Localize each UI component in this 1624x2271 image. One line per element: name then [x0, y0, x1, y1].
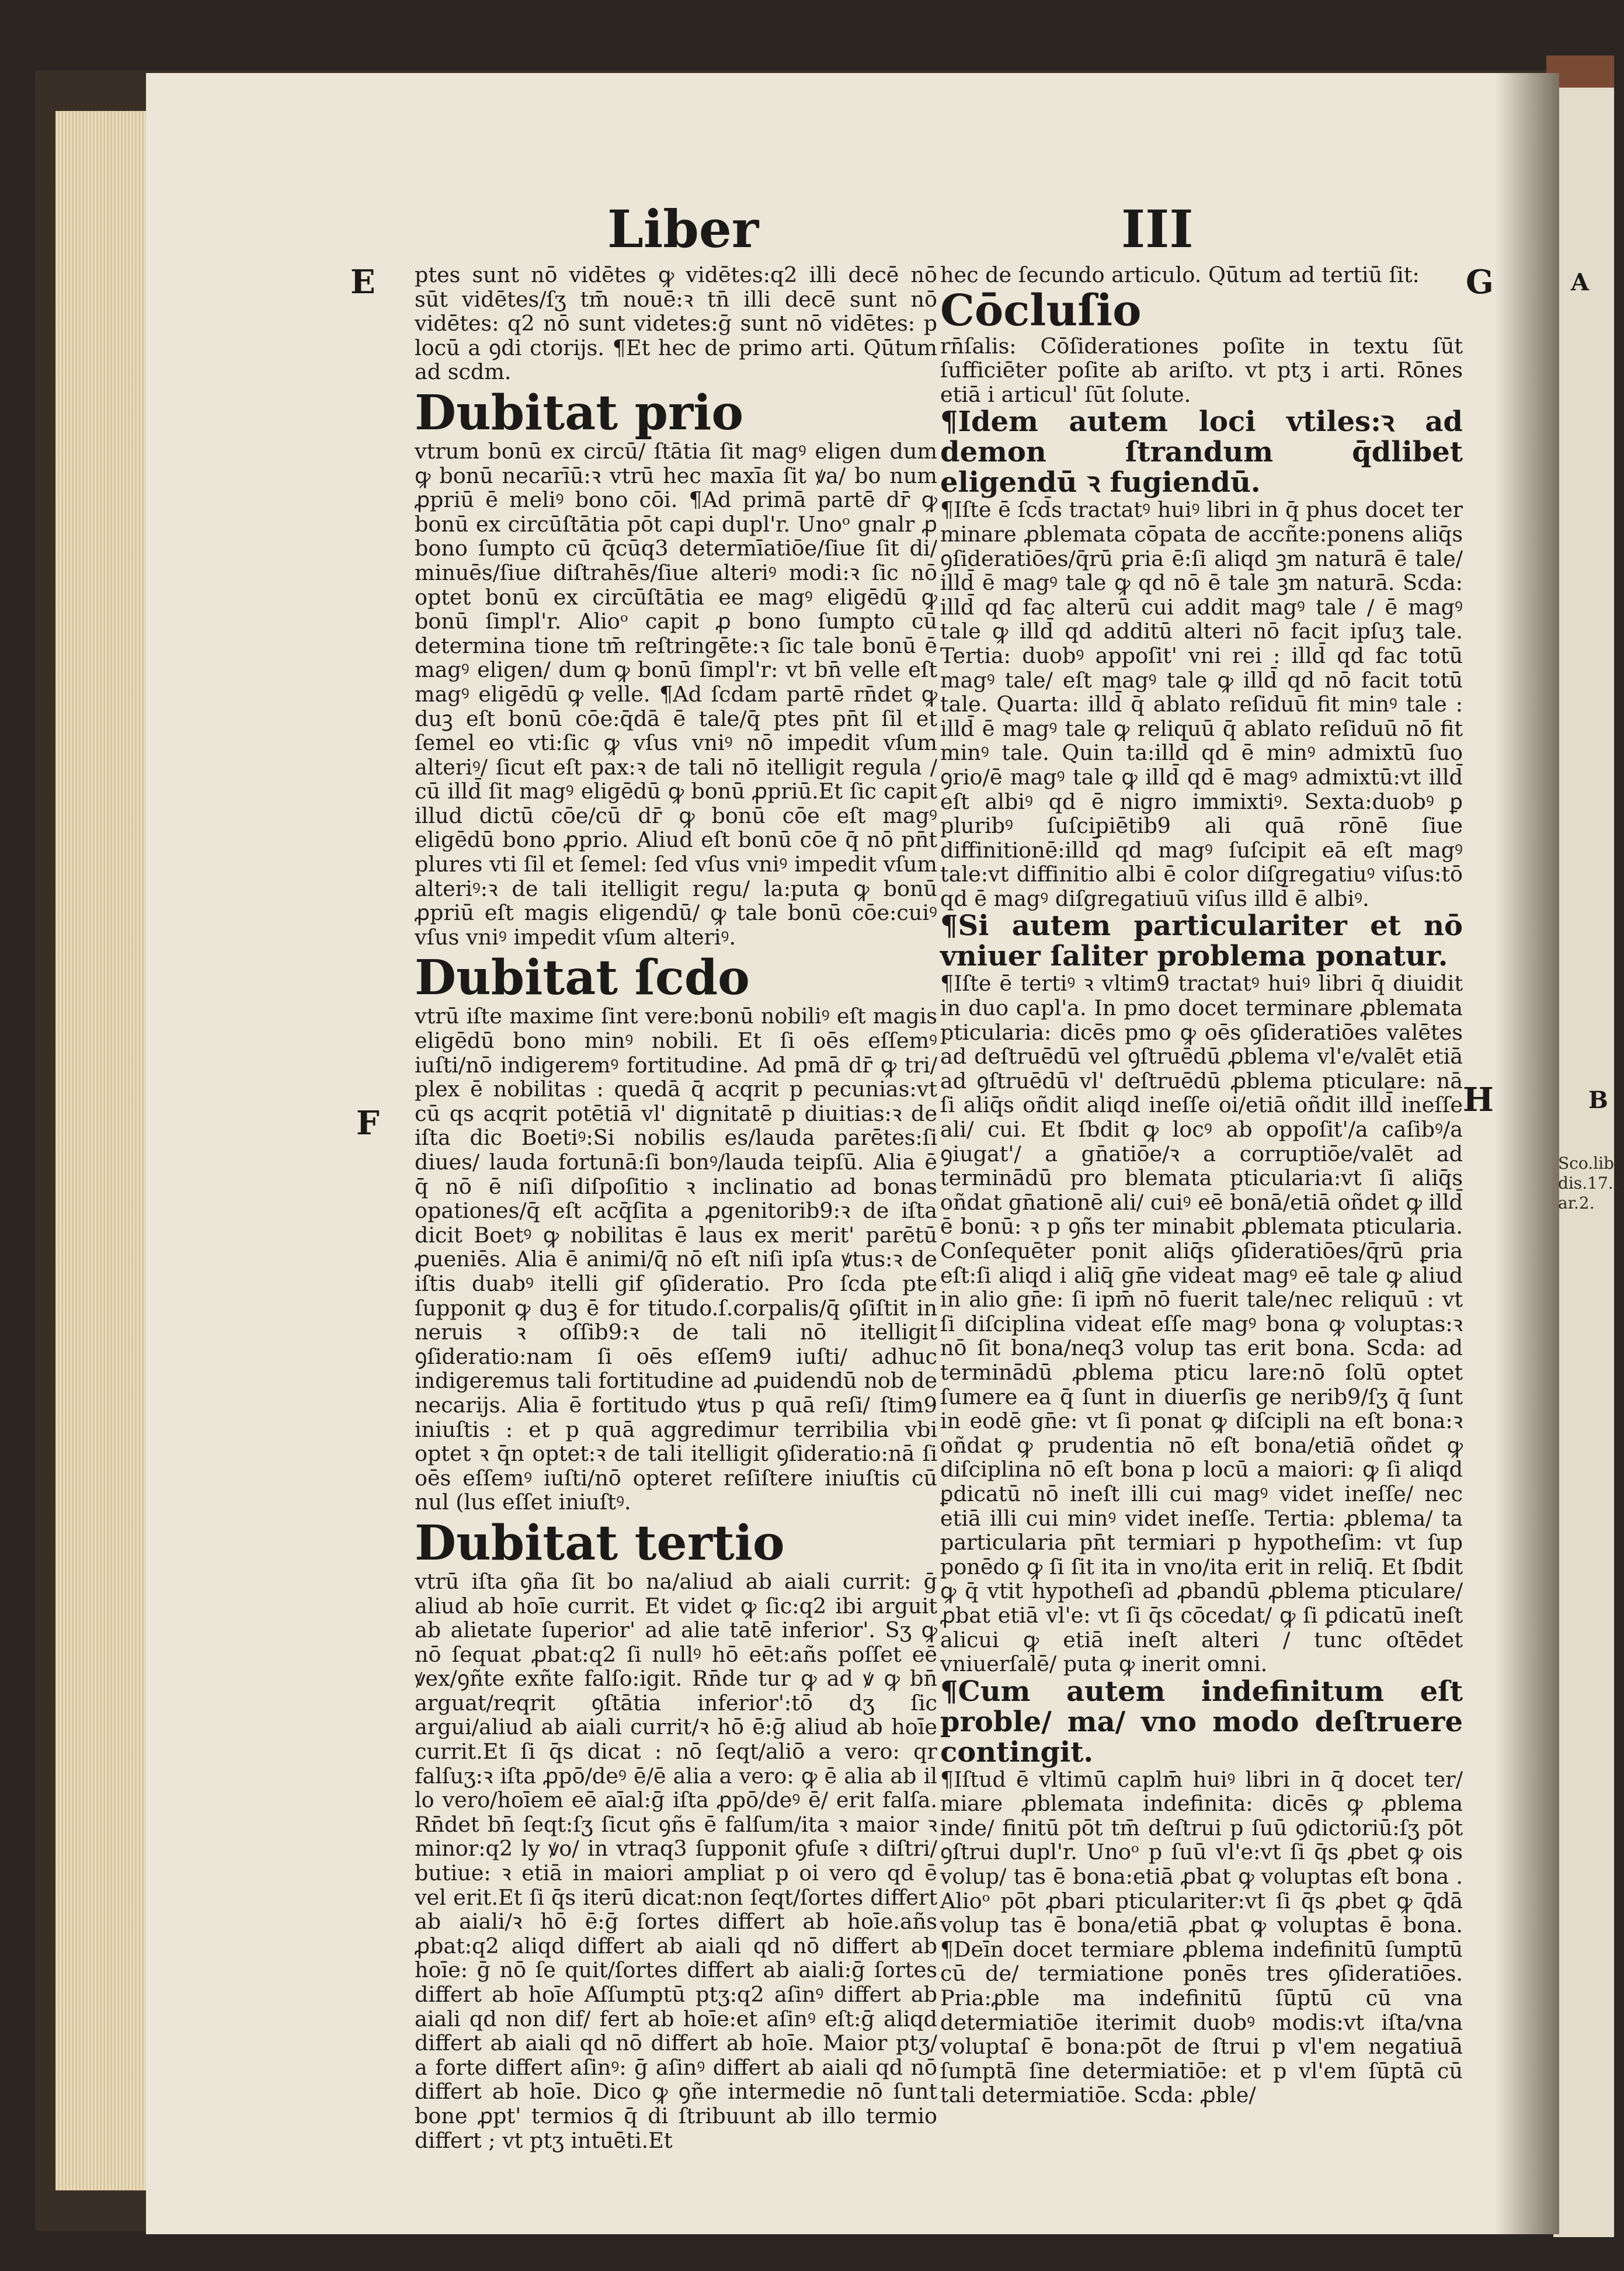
running-head-right: III: [1121, 199, 1194, 259]
section-heading: Dubitat prio: [415, 384, 744, 441]
note-line: Sco.lib.: [1558, 1154, 1619, 1173]
paragraph: ¶Iſte ē ſcd̄s tractatꝰ huiꝰ libri in q̄ phus docet ter minare ꝓblemata cōpata de accñte:ponens aliq̄s ꝯſideratiōes/q̄rū ꝑria ē:ſi aliqd ꝫm naturā ē tale/ illd̄ ē magꝰ tale ꝙ qd nō ē tale ꝫm naturā. Scda: illd̄ qd fac alterū cui addit magꝰ tale / ē magꝰ tale ꝙ illd̄ qd additū alteri nō facit ipſuʒ tale. Tertia: duobꝰ appoſit' vni rei : illd̄ qd fac totū magꝰ tale/ eſt magꝰ tale ꝙ illd̄ qd nō facit totū tale. Quarta: illd̄ q̄ ablato reſiduū fit minꝰ tale : illd̄ ē magꝰ tale ꝙ reliquū q̄ ablato reſiduū nō fit minꝰ tale. Quin ta:illd̄ qd ē minꝰ admixtū ſuo ꝯrio/ē magꝰ tale ꝙ illd̄ qd ē magꝰ admixtū:vt illd̄ eſt albiꝰ qd ē nigro immixtiꝰ. Sexta:duobꝰ ꝑ pluribꝰ ſuſcipiētib9 ali quā rōnē ſiue diffinitionē:illd̄ qd magꝰ ſuſcipit eā eſt magꝰ tale:vt diffinitio albi ē color diſgregatiuꝰ viſus:tō qd ē magꝰ diſgregatiuū viſus illd̄ ē albiꝰ.: [940, 497, 1463, 911]
paragraph: vtrum bonū ex circū/ ſtātia ſit magꝰ eligen dum ꝙ bonū necarīū:ꝛ vtrū hec maxīa ſit ꝟa/ bo num ꝓpriū ē meliꝰ bono cōi. ¶Ad primā partē dr̄ ꝙ bonū ex circūſtātia pōt capi dupl'r. Unoᵒ gnalr ꝓ bono ſumpto cū q̄cūq3 determīatiōe/ſiue ſit di/ minuēs/ſiue diſtrahēs/ſiue alteriꝰ modi:ꝛ ſic nō optet bonū ex circūſtātia ee magꝰ eligēdū ꝙ bonū ſimpl'r. Alioᵒ capit ꝓ bono ſumpto cū determina tione tm̄ reſtringēte:ꝛ ſic tale bonū ē magꝰ eligen/ dum ꝙ bonū ſimpl'r: vt bn̄ velle eſt magꝰ eligēdū ꝙ velle. ¶Ad ſcdam partē rn̄det ꝙ duꝫ eſt bonū cōe:q̄dā ē tale/q̄ ptes pn̄t ſil et ſemel eo vti:ſic ꝙ vſus vniꝰ nō impedit vſum alteriꝰ/ ſicut eſt pax:ꝛ de tali nō itelligit regula / cū illd̄ ſit magꝰ eligēdū ꝙ bonū ꝓpriū.Et ſic capit illud dictū cōe/cū dr̄ ꝙ bonū cōe eſt magꝰ eligēdū bono ꝓprio. Aliud eſt bonū cōe q̄ nō pn̄t plures vti ſil et ſemel: ſed vſus vniꝰ impedit vſum alteriꝰ:ꝛ de tali itelligit regu/ la:puta ꝙ bonū ꝓpriū eſt magis eligendū/ ꝙ tale bonū cōe:cuiꝰ vſus vniꝰ impedit vſum alteriꝰ.: [415, 438, 937, 950]
rubric-heading: ¶Si autem particulariter et nō vniuer ſaliter problema ponatur.: [940, 909, 1463, 973]
section-heading: Dubitat tertio: [415, 1515, 785, 1571]
section-heading: Dubitat ſcdo: [415, 950, 750, 1006]
rubric-heading: ¶Idem autem loci vtiles:ꝛ ad demon ſtrandum q̄dlibet eligendū ꝛ fugiendū.: [940, 405, 1463, 499]
right-column: [940, 263, 1463, 2107]
next-page-letter-b: B: [1588, 1086, 1608, 1114]
margin-letter-g: G: [1466, 263, 1494, 301]
next-page-note: [1558, 1154, 1624, 1213]
paragraph: rn̄ſalis: Cōſiderationes poſite in textu ſūt ſufficiēter poſite ab ariſto. vt ptʒ i arti. Rōnes etiā i articul' ſūt ſolute.: [940, 333, 1463, 407]
paragraph: hec de ſecundo articulo. Qūtum ad tertiū ſit:: [940, 262, 1420, 287]
next-page-letter-a: A: [1571, 269, 1590, 296]
margin-letter-e: E: [350, 263, 375, 301]
margin-letter-h: H: [1463, 1081, 1494, 1119]
note-line: ar.2.: [1558, 1193, 1595, 1213]
paragraph: vtrū iſta ꝯña ſit bo na/aliud ab aiali currit: ḡ aliud ab hoīe currit. Et videt ꝙ ſic:q2 ibi arguit ab alietate ſuperior' ad alie tatē inferior'. Sʒ ꝙ nō ſequat ꝓbat:q2 ſi nullꝰ hō eēt:añs poſſet eē ꝟex/ꝯñte exñte falſo:igit. Rn̄de tur ꝙ ad ꝟ ꝙ bn̄ arguat/reqrit ꝯſtātia inferior':tō dʒ ſic argui/aliud ab aiali currit/ꝛ hō ē:ḡ aliud ab hoīe currit.Et ſi q̄s dicat : nō ſeqt/aliō a vero: qr falſuʒ:ꝛ iſta ꝓpō/deꝰ ē/ē alia a vero: ꝙ ē alia ab il lo vero/hoīem eē aīal:ḡ iſta ꝓpō/deꝰ ē/ erit falſa. Rn̄det bn̄ ſeqt:ſʒ ſicut ꝯñs ē falſum/ita ꝛ maior ꝛ minor:q2 ly ꝟo/ in vtraq3 ſupponit ꝯfuſe ꝛ diſtri/ butiue: ꝛ etiā in maiori ampliat p oi vero qd ē vel erit.Et ſi q̄s iterū dicat:non ſeqt/ſortes differt ab aiali/ꝛ hō ē:ḡ ſortes differt ab hoīe.añs ꝓbat:q2 aliqd differt ab aiali qd nō differt ab hoīe: ḡ nō ſe quit/ſortes differt ab aiali:ḡ ſortes differt ab hoīe Aſſumptū ptʒ:q2 aſinꝰ differt ab aiali qd non dif/ fert ab hoīe:et aſinꝰ eſt:ḡ aliqd differt ab aiali qd nō differt ab hoīe. Maior ptʒ/ a forte differt aſinꝰ: ḡ aſinꝰ differt ab aiali qd nō differt ab hoīe. Dico ꝙ ꝯñe intermedie nō ſunt bone ꝓpt' termios q̄ di ſtribuunt ab illo termio differt ; vt ptʒ intuēti.Et: [415, 1568, 937, 2153]
page-gutter: [1495, 73, 1559, 2234]
paragraph: ¶Iſtud ē vltimū caplm̄ huiꝰ libri in q̄ docet ter/ miare ꝓblemata indefinita: dicēs ꝙ ꝓblema inde/ finitū pōt tm̄ deſtrui p ſuū ꝯdictoriū:ſʒ pōt ꝯſtrui dupl'r. Unoᵒ p ſuū vl'e:vt ſi q̄s ꝓbet ꝙ ois volup/ tas ē bona:etiā ꝓbat ꝙ voluptas eſt bona . Alioᵒ pōt ꝓbari pticulariter:vt ſi q̄s ꝓbet ꝙ q̄dā volup tas ē bona/etiā ꝓbat ꝙ voluptas ē bona. ¶Deīn docet termiare ꝓblema indefinitū ſumptū cū de/ termiatione ponēs tres ꝯſideratiōes. Pria:ꝓble ma indefinitū ſūptū cū vna determiatiōe iterimit duobꝰ modis:vt iſta/vna voluptaſ ē bona:pōt de ſtrui p vl'em negatiuā ſumptā ſine determiatiōe: et p vl'em ſūptā cū tali determiatiōe. Scda: ꝓble/: [940, 1766, 1463, 2108]
note-line: dis.17.q: [1558, 1173, 1624, 1193]
paragraph: vtrū iſte maxime ſint vere:bonū nobiliꝰ eſt magis eligēdū bono minꝰ nobili. Et ſi oēs eſſemꝰ iuſti/nō indigeremꝰ fortitudine. Ad pmā dr̄ ꝙ tri/ plex ē nobilitas : quedā q̄ acqrit p pecunias:vt cū qs acqrit potētiā vl' dignitatē p diuitias:ꝛ de iſta dic Boetiꝰ:Si nobilis es/lauda parētes:ſi diues/ lauda fortunā:ſi bonꝰ/lauda teipſū. Alia ē q̄ nō ē niſi diſpoſitio ꝛ inclinatio ad bonas opationes/q̄ eſt acq̄ſita a ꝓgenitorib9:ꝛ de iſta dicit Boetꝰ ꝙ nobilitas ē laus ex merit' parētū ꝓueniēs. Alia ē animi/q̄ nō eſt niſi ipſa ꝟtus:ꝛ de iſtis duabꝰ itelli gif ꝯſideratio. Pro ſcda pte ſupponit ꝙ duꝫ ē for titudo.ſ.corpalis/q̄ ꝯſiſtit in neruis ꝛ oſſib9:ꝛ de tali nō itelligit ꝯſideratio:nam ſi oēs eſſem9 iuſti/ adhuc indigeremus tali fortitudine ad ꝓuidendū nob de necarijs. Alia ē fortitudo ꝟtus p quā reſi/ ſtim9 iniuſtis : et p quā aggredimur terribilia vbi optet ꝛ q̄n optet:ꝛ de tali itelligit ꝯſideratio:nā ſi oēs eſſemꝰ iuſti/nō opteret reſiſtere iniuſtis cū nul (lus eſſet iniuſtꝰ.: [415, 1003, 937, 1515]
left-column: [415, 263, 937, 2152]
paragraph: ¶Iſte ē tertiꝰ ꝛ vltim9 tractatꝰ huiꝰ libri q̄ diuidit in duo capl'a. In pmo docet terminare ꝓblemata pticularia: dicēs pmo ꝙ oēs ꝯſideratiōes valētes ad deſtruēdū vel ꝯſtruēdū ꝓblema vl'e/valēt etiā ad ꝯſtruēdū vl' deſtruēdū ꝓblema pticulare: nā ſi aliq̄s oñdit aliqd ineſſe oi/etiā oñdit illd̄ ineſſe ali/ cui. Et ſbdit ꝙ locꝰ ab oppoſit'/a caſibꝰ/a ꝯiugat'/ a gn̄atiōe/ꝛ a corruptiōe/valēt ad terminādū pro blemata pticularia:vt ſi aliq̄s oñdat gn̄ationē ali/ cuiꝰ eē bonā/etiā oñdet ꝙ illd̄ ē bonū: ꝛ p ꝯñs ter minabit ꝓblemata pticularia. Conſequēter ponit aliq̄s ꝯſideratiōes/q̄rū ꝑria eſt:ſi aliqd i aliq̄ gn̄e videat magꝰ eē tale ꝙ aliud in alio gn̄e: ſi ipm̄ nō fuerit tale/nec reliquū : vt ſi diſciplina videat eſſe magꝰ bona ꝙ voluptas:ꝛ nō ſit bona/neq3 volup tas erit bona. Scda: ad terminādū ꝓblema pticu lare:nō ſolū optet ſumere ea q̄ ſunt in diuerſis ge nerib9/ſʒ q̄ ſunt in eodē gn̄e: vt ſi ponat ꝙ diſcipli na eſt bona:ꝛ oñdat ꝙ prudentia nō eſt bona/etiā oñdet ꝙ diſciplina nō eſt bona p locū a maiori: ꝙ ſi aliqd ꝑdicatū nō ineſt illi cui magꝰ videt ineſſe/ nec etiā illi cui minꝰ videt ineſſe. Tertia: ꝓblema/ ta particularia pn̄t termiari p hypotheſim: vt ſup ponēdo ꝙ ſi ſit ita in vno/ita erit in reliq̄. Et ſbdit ꝙ q̄ vtit hypotheſi ad ꝓbandū ꝓblema pticulare/ ꝓbat etiā vl'e: vt ſi q̄s cōcedat/ ꝙ ſi ꝑdicatū ineſt alicui ꝙ etiā ineſt alteri / tunc oſtēdet vniuerſalē/ puta ꝙ inerit omni.: [940, 971, 1463, 1677]
rubric-heading: ¶Cum autem indefinitum eſt proble/ ma/ vno modo deſtruere contingit.: [940, 1675, 1463, 1769]
paragraph: ptes sunt nō vidētes ꝙ vidētes:q2 illi decē nō sūt vidētes/ſʒ tm̄ nouē:ꝛ tn̄ illi decē sunt nō vidētes: q2 nō sunt videtes:ḡ sunt nō vidētes: p locū a ꝯdi ctorijs. ¶Et hec de primo arti. Qūtum ad scdm.: [415, 262, 937, 385]
conclusio-heading: Cōcluſio: [940, 285, 1142, 336]
margin-letter-f: F: [356, 1104, 380, 1143]
running-head-left: Liber: [607, 199, 759, 259]
